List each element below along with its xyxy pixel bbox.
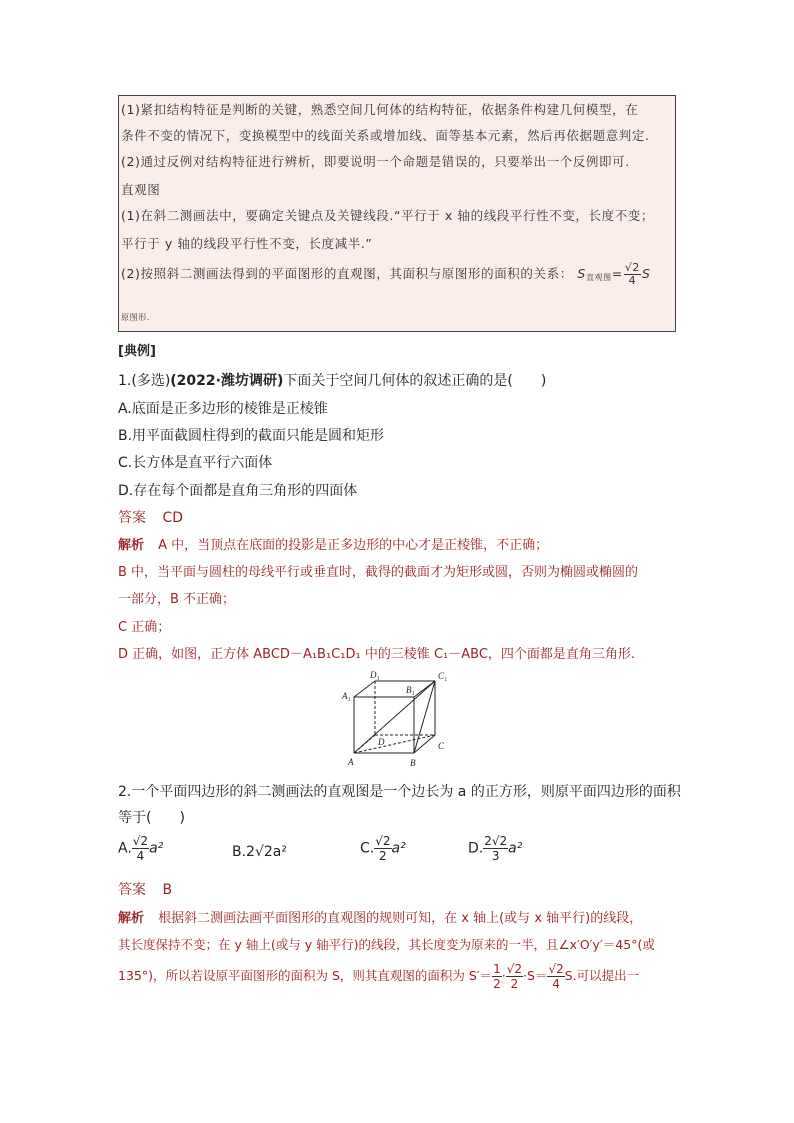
- edge-BC1: [414, 681, 435, 753]
- label-C1: C₁: [438, 671, 448, 681]
- q2-analysis-frac-1-den: 2: [493, 977, 501, 991]
- q2-analysis-3-post: S.可以提出一: [564, 968, 640, 983]
- q1-answer-label: 答案: [118, 510, 146, 526]
- label-B: B: [410, 758, 416, 768]
- q2-analysis-frac-1-num: 1: [493, 962, 501, 976]
- note-line-7-text: (2)按照斜二测画法得到的平面图形的直观图，其面积与原图形的面积的关系：: [121, 266, 573, 281]
- note-S2-symbol: S: [642, 266, 651, 281]
- q1-option-a: A.底面是正多边形的棱锥是正棱锥: [118, 401, 328, 417]
- q2-option-a-tail: a²: [149, 840, 164, 857]
- note-line-5: (1)在斜二测画法中，要确定关键点及关键线段.“平行于 x 轴的线段平行性不变，长度不变；: [121, 208, 655, 223]
- note-line-4: 直观图: [121, 182, 161, 197]
- q1-analysis-d: D 正确，如图，正方体 ABCD－A₁B₁C₁D₁ 中的三棱锥 C₁－ABC，四个面都是直角三角形.: [118, 647, 636, 662]
- q2-option-c: [360, 834, 406, 863]
- q1-option-b: B.用平面截圆柱得到的截面只能是圆和矩形: [118, 428, 385, 444]
- q2-option-a: [118, 834, 163, 863]
- q2-analysis-frac-2-den: 2: [510, 977, 519, 991]
- q2-option-d: [468, 834, 522, 863]
- q2-analysis-frac-3-den: 4: [552, 977, 560, 991]
- q2-option-d-frac: [483, 834, 508, 863]
- q1-analysis-b1: B 中，当平面与圆柱的母线平行或垂直时，截得的截面才为矩形或圆，否则为椭圆或椭圆的: [118, 565, 639, 580]
- note-line-7: [121, 262, 651, 287]
- section-title: [典例]: [118, 344, 156, 359]
- q1-analysis-a-text: A 中，当顶点在底面的投影是正多边形的中心才是正棱锥，不正确；: [158, 538, 549, 553]
- q2-option-d-num: 2√2: [484, 834, 508, 848]
- q2-analysis-frac-2: [506, 962, 523, 991]
- q2-option-c-den: 2: [379, 849, 387, 863]
- q1-stem-pre: 1.(多选): [118, 373, 171, 389]
- q2-analysis-frac-3: [547, 962, 564, 991]
- q2-answer-value: B: [162, 882, 173, 898]
- q1-option-d: D.存在每个面都是直角三角形的四面体: [118, 483, 358, 499]
- label-A: A: [348, 757, 354, 767]
- edge-AC: [354, 735, 435, 753]
- note-line-6: 平行于 y 轴的线段平行性不变，长度减半.”: [121, 236, 373, 251]
- q2-option-d-label: D.: [468, 840, 484, 857]
- note-S-subscript: 直观图: [585, 273, 612, 282]
- q1-stem-source: (2022·潍坊调研): [170, 373, 284, 389]
- q2-option-c-tail: a²: [391, 840, 406, 857]
- q2-option-d-den: 3: [491, 849, 500, 863]
- q2-option-a-frac: [132, 834, 149, 863]
- q1-stem-post: 下面关于空间几何体的叙述正确的是( ): [283, 373, 547, 389]
- q2-analysis-2: 其长度保持不变；在 y 轴上(或与 y 轴平行)的线段，其长度变为原来的一半，且∠x′O′y′＝45°(或: [118, 937, 655, 952]
- note-S-symbol: S: [577, 266, 586, 281]
- q2-analysis-3: [118, 962, 639, 991]
- q2-option-a-num: √2: [132, 834, 149, 848]
- q2-stem-1: 2.一个平面四边形的斜二测画法的直观图是一个边长为 a 的正方形，则原平面四边形的面积: [118, 784, 681, 800]
- q2-option-a-den: 4: [136, 849, 145, 863]
- q2-analysis-frac-2-num: √2: [506, 962, 523, 976]
- q2-option-c-frac: [374, 834, 391, 863]
- q1-analysis-b2: 一部分，B 不正确；: [118, 592, 236, 607]
- label-A1: A₁: [342, 691, 351, 701]
- label-D: D: [378, 737, 385, 747]
- edge-AC1: [354, 681, 435, 753]
- q1-analysis-a: [118, 534, 548, 553]
- note-fraction-num: √2: [624, 261, 641, 274]
- note-equals: =: [611, 266, 623, 281]
- q2-analysis-label: 解析: [118, 911, 145, 926]
- note-fraction-den: 4: [628, 274, 637, 287]
- q1-option-c: C.长方体是直平行六面体: [118, 455, 273, 471]
- q2-option-c-label: C.: [360, 840, 375, 857]
- note-line-8: 原图形.: [121, 313, 150, 322]
- note-line-2: 条件不变的情况下，变换模型中的线面关系或增加线、面等基本元素，然后再依据题意判定.: [121, 128, 650, 143]
- note-line-1: (1)紧扣结构特征是判断的关键，熟悉空间几何体的结构特征，依据条件构建几何模型，在: [121, 102, 639, 117]
- q2-analysis-1: [118, 907, 642, 926]
- q2-analysis-frac-1: [492, 962, 502, 991]
- cube-figure: [340, 669, 460, 772]
- label-C: C: [438, 741, 445, 751]
- q1-analysis-label: 解析: [118, 538, 145, 553]
- edge-A1D1: [354, 681, 375, 697]
- q2-option-c-num: √2: [375, 834, 391, 848]
- note-fraction: [624, 262, 641, 287]
- summary-note-box: [118, 95, 676, 332]
- q1-analysis-c: C 正确；: [118, 620, 171, 635]
- q2-analysis-3-mid2: ·S＝: [523, 968, 548, 983]
- q2-answer: [118, 879, 172, 899]
- q2-answer-label: 答案: [118, 882, 146, 898]
- q2-stem-2: 等于( ): [118, 810, 185, 826]
- q1-answer-value: CD: [162, 510, 184, 526]
- label-D1: D₁: [370, 670, 380, 680]
- q1-answer: [118, 507, 183, 527]
- q2-analysis-frac-3-num: √2: [548, 962, 564, 976]
- q2-analysis-1-text: 根据斜二测画法画平面图形的直观图的规则可知，在 x 轴上(或与 x 轴平行)的线段，: [158, 911, 643, 926]
- label-B1: B₁: [406, 685, 415, 695]
- q1-stem: [118, 370, 546, 390]
- q2-option-b: B.2√2a²: [232, 844, 287, 860]
- q2-analysis-3-pre: 135°)，所以若设原平面图形的面积为 S，则其直观图的面积为 S′＝: [118, 968, 493, 983]
- q2-option-d-tail: a²: [508, 840, 523, 857]
- note-line-3: (2)通过反例对结构特征进行辨析，即要说明一个命题是错误的，只要举出一个反例即可.: [121, 154, 630, 169]
- q2-analysis-3-mid: ·: [501, 968, 506, 983]
- q2-option-a-label: A.: [118, 840, 132, 857]
